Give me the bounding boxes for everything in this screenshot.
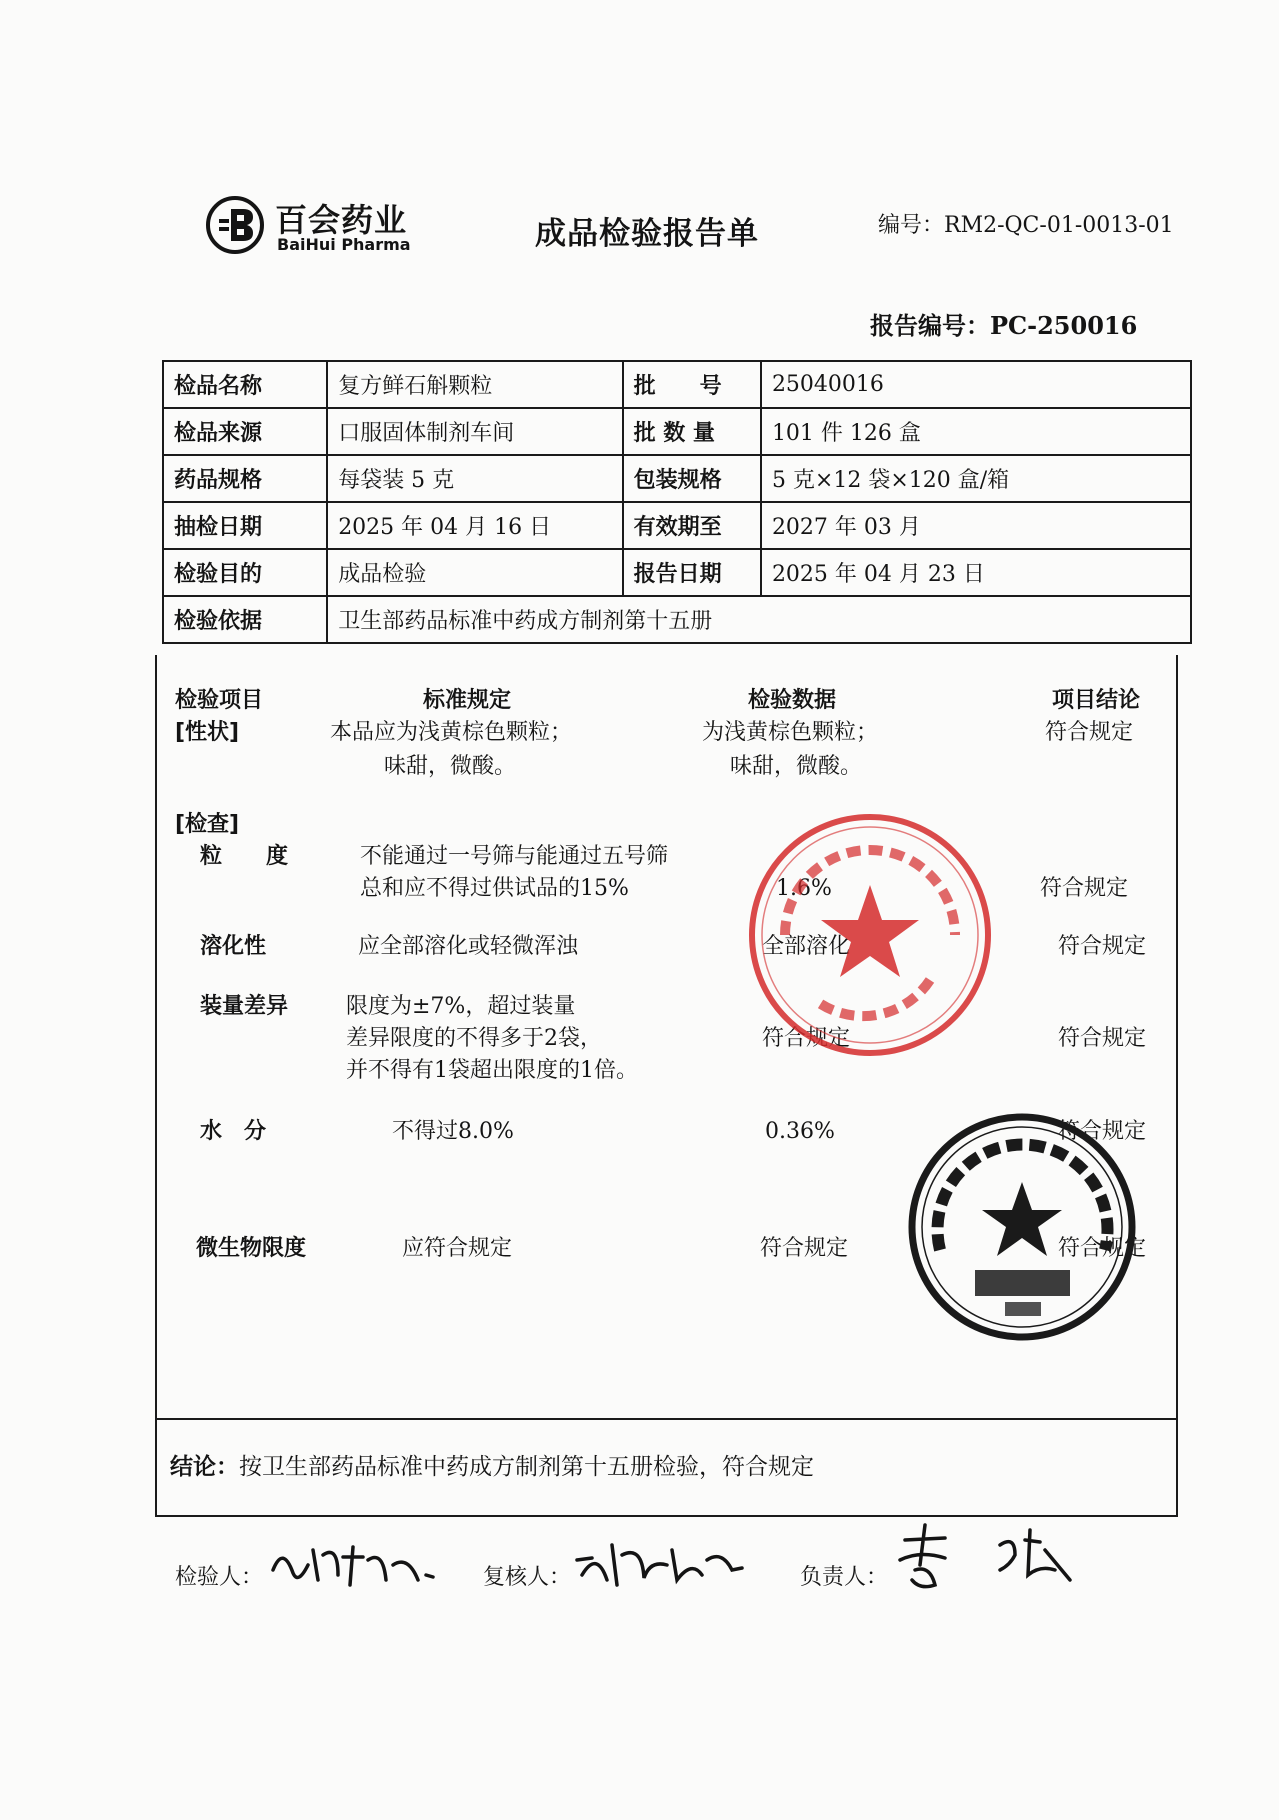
reviewer-label: 复核人： [483,1565,572,1590]
table-row [163,361,1191,408]
document-number: 编号：RM2-QC-01-0013-01 [878,213,1174,238]
conclusion-text: 按卫生部药品标准中药成方制剂第十五册检验，符合规定 [239,1454,814,1480]
quantity-label: 批 数 量 [623,408,761,455]
zhuangliang-data: 符合规定 [762,1026,851,1051]
basis-value: 卫生部药品标准中药成方制剂第十五册 [327,596,1191,643]
inspector-label: 检验人： [175,1565,264,1590]
product-name-value: 复方鲜石斛颗粒 [327,361,622,408]
xingzhuang-data-line2: 味甜，微酸。 [730,754,863,779]
zhuangliang-label: 装量差异 [200,994,289,1019]
company-logo [205,195,420,265]
table-row [163,549,1191,596]
expiry-value: 2027 年 03 月 [761,502,1191,549]
table-row [163,455,1191,502]
batch-value: 25040016 [761,361,1191,408]
shuifen-standard: 不得过8.0% [392,1119,514,1144]
reviewer-signature [572,1530,752,1595]
package-value: 5 克×12 袋×120 盒/箱 [761,455,1191,502]
purpose-label: 检验目的 [163,549,327,596]
lidu-standard-line2: 总和应不得过供试品的15% [360,876,629,901]
weishengwu-standard: 应符合规定 [402,1236,513,1261]
table-row [163,596,1191,643]
product-name-label: 检品名称 [163,361,327,408]
conclusion-label: 结论： [170,1454,239,1480]
ronghua-conclusion: 符合规定 [1058,934,1147,959]
header-conclusion: 项目结论 [1052,688,1141,713]
baihui-logo-icon [205,195,265,255]
report-date-label: 报告日期 [623,549,761,596]
inspection-seal [905,1110,1140,1345]
manager-signature [890,1520,1090,1595]
shuifen-conclusion: 符合规定 [1058,1119,1147,1144]
manager-label: 负责人： [800,1565,889,1590]
package-label: 包装规格 [623,455,761,502]
document-title: 成品检验报告单 [535,216,759,252]
spec-label: 药品规格 [163,455,327,502]
inspector-signature [268,1535,448,1595]
overall-conclusion [170,1448,814,1481]
ronghua-standard: 应全部溶化或轻微浑浊 [358,934,579,959]
jiancha-label: [检查] [175,812,240,837]
weishengwu-data: 符合规定 [760,1236,849,1261]
shuifen-label: 水 分 [200,1119,267,1144]
weishengwu-label: 微生物限度 [196,1236,307,1261]
batch-label: 批 号 [623,361,761,408]
zhuangliang-standard-line3: 并不得有1袋超出限度的1倍。 [346,1058,638,1083]
xingzhuang-data-line1: 为浅黄棕色颗粒； [702,720,879,745]
report-date-value: 2025 年 04 月 23 日 [761,549,1191,596]
xingzhuang-standard-line2: 味甜，微酸。 [384,754,517,779]
zhuangliang-standard-line1: 限度为±7%，超过装量 [346,994,576,1019]
header-standard: 标准规定 [423,688,512,713]
shuifen-data: 0.36% [765,1119,835,1144]
weishengwu-conclusion: 符合规定 [1058,1236,1147,1261]
product-info-table [162,360,1192,644]
header-data: 检验数据 [748,688,837,713]
lidu-standard-line1: 不能通过一号筛与能通过五号筛 [360,844,669,869]
xingzhuang-label: [性状] [175,720,240,745]
xingzhuang-standard-line1: 本品应为浅黄棕色颗粒； [330,720,573,745]
ronghua-data: 全部溶化 [762,934,851,959]
lidu-conclusion: 符合规定 [1040,876,1129,901]
spec-value: 每袋装 5 克 [327,455,622,502]
results-box [155,655,1178,1517]
quality-department-seal [745,810,995,1060]
logo-english-name: BaiHui Pharma [277,235,411,254]
ronghua-label: 溶化性 [200,934,267,959]
basis-label: 检验依据 [163,596,327,643]
sample-date-label: 抽检日期 [163,502,327,549]
logo-chinese-name: 百会药业 [275,201,408,239]
lidu-data: 1.6% [776,876,832,901]
expiry-label: 有效期至 [623,502,761,549]
source-label: 检品来源 [163,408,327,455]
source-value: 口服固体制剂车间 [327,408,622,455]
zhuangliang-conclusion: 符合规定 [1058,1026,1147,1051]
report-number: 报告编号：PC-250016 [870,311,1138,340]
header-item: 检验项目 [175,688,264,713]
table-row [163,502,1191,549]
xingzhuang-conclusion: 符合规定 [1045,720,1134,745]
sample-date-value: 2025 年 04 月 16 日 [327,502,622,549]
purpose-value: 成品检验 [327,549,622,596]
quantity-value: 101 件 126 盒 [761,408,1191,455]
conclusion-divider [155,1418,1176,1420]
lidu-label: 粒 度 [200,844,289,869]
table-row [163,408,1191,455]
zhuangliang-standard-line2: 差异限度的不得多于2袋， [346,1026,602,1051]
